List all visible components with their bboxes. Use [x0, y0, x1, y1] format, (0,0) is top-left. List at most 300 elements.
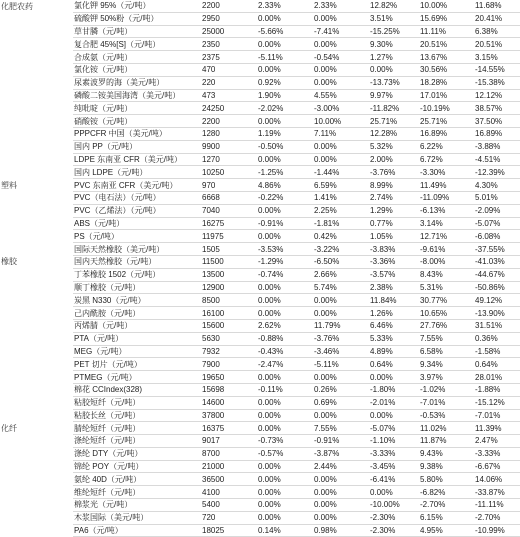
price-cell: 14600: [201, 396, 257, 409]
change-cell: -3.46%: [313, 345, 369, 358]
change-cell: 17.01%: [419, 89, 474, 102]
change-cell: -0.91%: [313, 435, 369, 448]
change-cell: 0.00%: [313, 511, 369, 524]
change-cell: -0.43%: [257, 345, 313, 358]
change-cell: 1.27%: [369, 51, 419, 64]
change-cell: 13.67%: [419, 51, 474, 64]
category-cell: [0, 76, 73, 89]
change-cell: -2.30%: [369, 524, 419, 537]
change-cell: -1.02%: [419, 383, 474, 396]
table-row: [0, 307, 520, 320]
table-row: [0, 422, 520, 435]
change-cell: 4.55%: [313, 89, 369, 102]
product-name: PS（元/吨）: [73, 230, 201, 243]
change-cell: 0.00%: [257, 281, 313, 294]
table-row: [0, 217, 520, 230]
category-cell: [0, 383, 73, 396]
change-cell: 0.00%: [257, 460, 313, 473]
change-cell: -2.02%: [257, 102, 313, 115]
change-cell: 0.36%: [474, 332, 520, 345]
price-cell: 19650: [201, 371, 257, 384]
change-cell: 2.47%: [474, 435, 520, 448]
change-cell: -0.91%: [257, 217, 313, 230]
price-cell: 12900: [201, 281, 257, 294]
change-cell: 0.26%: [313, 383, 369, 396]
change-cell: -2.70%: [474, 511, 520, 524]
change-cell: 2.38%: [369, 281, 419, 294]
product-name: 尿素波罗的海（美元/吨）: [73, 76, 201, 89]
change-cell: -44.67%: [474, 268, 520, 281]
change-cell: 0.00%: [313, 153, 369, 166]
change-cell: 3.15%: [474, 51, 520, 64]
change-cell: 0.00%: [369, 409, 419, 422]
category-cell: [0, 127, 73, 140]
product-name: 合成氨（元/吨）: [73, 51, 201, 64]
change-cell: -1.29%: [257, 255, 313, 268]
change-cell: -0.50%: [257, 140, 313, 153]
product-name: 氯化铵（元/吨）: [73, 63, 201, 76]
price-cell: 10250: [201, 166, 257, 179]
product-name: PA6（元/吨）: [73, 524, 201, 537]
change-cell: -13.73%: [369, 76, 419, 89]
change-cell: 0.00%: [257, 204, 313, 217]
product-name: 丁苯橡胶 1502（元/吨）: [73, 268, 201, 281]
change-cell: 4.95%: [419, 524, 474, 537]
price-cell: 720: [201, 511, 257, 524]
change-cell: 4.89%: [369, 345, 419, 358]
change-cell: 18.28%: [419, 76, 474, 89]
category-cell: [0, 255, 73, 268]
change-cell: 0.00%: [257, 396, 313, 409]
change-cell: -6.82%: [419, 486, 474, 499]
category-cell: [0, 358, 73, 371]
change-cell: -15.25%: [369, 25, 419, 38]
table-row: [0, 294, 520, 307]
table-row: [0, 319, 520, 332]
product-name: 腈纶短纤（元/吨）: [73, 422, 201, 435]
change-cell: -7.41%: [313, 25, 369, 38]
price-cell: 16100: [201, 307, 257, 320]
change-cell: -13.90%: [474, 307, 520, 320]
change-cell: 0.00%: [257, 12, 313, 25]
change-cell: 0.00%: [257, 409, 313, 422]
change-cell: 12.12%: [474, 89, 520, 102]
change-cell: -3.57%: [369, 268, 419, 281]
category-cell: [0, 371, 73, 384]
change-cell: -3.83%: [369, 243, 419, 256]
change-cell: -7.01%: [474, 409, 520, 422]
change-cell: 6.38%: [474, 25, 520, 38]
change-cell: 16.89%: [419, 127, 474, 140]
change-cell: 0.00%: [257, 115, 313, 128]
change-cell: 0.92%: [257, 76, 313, 89]
change-cell: 1.26%: [369, 307, 419, 320]
change-cell: -6.13%: [419, 204, 474, 217]
change-cell: 10.65%: [419, 307, 474, 320]
change-cell: -0.73%: [257, 435, 313, 448]
product-name: PVC 东南亚 CFR（美元/吨）: [73, 179, 201, 192]
category-cell: [0, 396, 73, 409]
product-name: LDPE 东南亚 CFR（美元/吨）: [73, 153, 201, 166]
change-cell: 3.97%: [419, 371, 474, 384]
change-cell: -5.07%: [474, 217, 520, 230]
change-cell: 28.01%: [474, 371, 520, 384]
table-row: [0, 191, 520, 204]
change-cell: 10.00%: [313, 115, 369, 128]
table-row: [0, 396, 520, 409]
price-cell: 2375: [201, 51, 257, 64]
change-cell: -3.45%: [369, 460, 419, 473]
price-cell: 2350: [201, 38, 257, 51]
category-cell: [0, 307, 73, 320]
table-row: [0, 12, 520, 25]
change-cell: -1.10%: [369, 435, 419, 448]
change-cell: 0.00%: [313, 473, 369, 486]
price-cell: 473: [201, 89, 257, 102]
product-name: 棉浆光（元/吨）: [73, 499, 201, 512]
product-name: 氯化钾 95%（元/吨）: [73, 0, 201, 12]
table-row: [0, 473, 520, 486]
price-cell: 11500: [201, 255, 257, 268]
price-cell: 24250: [201, 102, 257, 115]
price-cell: 220: [201, 76, 257, 89]
change-cell: 0.98%: [313, 524, 369, 537]
change-cell: 0.00%: [257, 230, 313, 243]
change-cell: -4.51%: [474, 153, 520, 166]
change-cell: 0.69%: [313, 396, 369, 409]
change-cell: 6.58%: [419, 345, 474, 358]
change-cell: 16.89%: [474, 127, 520, 140]
change-cell: 5.31%: [419, 281, 474, 294]
change-cell: 9.34%: [419, 358, 474, 371]
category-cell: [0, 243, 73, 256]
change-cell: 1.90%: [257, 89, 313, 102]
category-cell: [0, 89, 73, 102]
change-cell: 6.46%: [369, 319, 419, 332]
change-cell: 4.86%: [257, 179, 313, 192]
change-cell: 0.00%: [257, 371, 313, 384]
product-name: 硝酸铵（元/吨）: [73, 115, 201, 128]
change-cell: -1.80%: [369, 383, 419, 396]
price-cell: 970: [201, 179, 257, 192]
change-cell: -3.33%: [474, 447, 520, 460]
table-row: [0, 486, 520, 499]
table-row: [0, 281, 520, 294]
change-cell: -10.00%: [369, 499, 419, 512]
change-cell: 5.80%: [419, 473, 474, 486]
table-row: [0, 63, 520, 76]
category-cell: [0, 217, 73, 230]
change-cell: -3.87%: [313, 447, 369, 460]
table-row: [0, 179, 520, 192]
change-cell: 14.06%: [474, 473, 520, 486]
category-cell: [0, 473, 73, 486]
change-cell: 2.66%: [313, 268, 369, 281]
change-cell: 20.51%: [474, 38, 520, 51]
change-cell: -1.88%: [474, 383, 520, 396]
price-cell: 7932: [201, 345, 257, 358]
change-cell: 0.42%: [313, 230, 369, 243]
change-cell: 0.14%: [257, 524, 313, 537]
change-cell: 0.00%: [257, 63, 313, 76]
change-cell: -5.11%: [257, 51, 313, 64]
price-cell: 1505: [201, 243, 257, 256]
table-row: [0, 460, 520, 473]
price-cell: 36500: [201, 473, 257, 486]
price-cell: 15600: [201, 319, 257, 332]
change-cell: 0.00%: [257, 294, 313, 307]
change-cell: -3.22%: [313, 243, 369, 256]
change-cell: -37.55%: [474, 243, 520, 256]
change-cell: -6.67%: [474, 460, 520, 473]
table-row: [0, 166, 520, 179]
change-cell: 0.00%: [257, 499, 313, 512]
change-cell: 2.25%: [313, 204, 369, 217]
change-cell: -5.07%: [369, 422, 419, 435]
category-cell: [0, 460, 73, 473]
change-cell: 0.00%: [369, 371, 419, 384]
change-cell: 2.44%: [313, 460, 369, 473]
change-cell: -14.55%: [474, 63, 520, 76]
change-cell: 15.69%: [419, 12, 474, 25]
change-cell: 11.11%: [419, 25, 474, 38]
product-name: 粘胶短纤（元/吨）: [73, 396, 201, 409]
category-label: 化肥农药: [1, 1, 33, 11]
product-name: 炭黑 N330（元/吨）: [73, 294, 201, 307]
change-cell: -6.08%: [474, 230, 520, 243]
change-cell: 2.33%: [313, 0, 369, 12]
change-cell: 1.19%: [257, 127, 313, 140]
table-row: [0, 76, 520, 89]
change-cell: 7.55%: [419, 332, 474, 345]
change-cell: 0.00%: [313, 307, 369, 320]
category-label: 塑料: [1, 180, 17, 190]
table-row: [0, 268, 520, 281]
category-cell: [0, 102, 73, 115]
change-cell: -1.25%: [257, 166, 313, 179]
change-cell: -50.86%: [474, 281, 520, 294]
change-cell: -0.53%: [419, 409, 474, 422]
change-cell: 2.33%: [257, 0, 313, 12]
product-name: 磷酸二铵美国海湾（美元/吨）: [73, 89, 201, 102]
product-name: 国内 LDPE（元/吨）: [73, 166, 201, 179]
change-cell: -11.09%: [419, 191, 474, 204]
table-row: [0, 0, 520, 12]
price-cell: 7040: [201, 204, 257, 217]
change-cell: -3.36%: [369, 255, 419, 268]
change-cell: 1.29%: [369, 204, 419, 217]
change-cell: 11.87%: [419, 435, 474, 448]
change-cell: 11.02%: [419, 422, 474, 435]
change-cell: -15.38%: [474, 76, 520, 89]
price-cell: 8500: [201, 294, 257, 307]
price-cell: 4100: [201, 486, 257, 499]
change-cell: -7.01%: [419, 396, 474, 409]
change-cell: -5.66%: [257, 25, 313, 38]
product-name: 国内天然橡胶（元/吨）: [73, 255, 201, 268]
product-name: 草甘膦（元/吨）: [73, 25, 201, 38]
category-cell: [0, 140, 73, 153]
price-cell: 37800: [201, 409, 257, 422]
change-cell: 0.00%: [257, 153, 313, 166]
price-cell: 11975: [201, 230, 257, 243]
table-row: [0, 230, 520, 243]
category-cell: [0, 230, 73, 243]
table-row: [0, 153, 520, 166]
change-cell: 0.00%: [313, 409, 369, 422]
change-cell: 38.57%: [474, 102, 520, 115]
category-cell: [0, 115, 73, 128]
change-cell: 0.00%: [257, 473, 313, 486]
change-cell: 8.99%: [369, 179, 419, 192]
table-row: [0, 204, 520, 217]
change-cell: 2.74%: [369, 191, 419, 204]
change-cell: 31.51%: [474, 319, 520, 332]
change-cell: 0.64%: [474, 358, 520, 371]
change-cell: -3.53%: [257, 243, 313, 256]
price-cell: 2950: [201, 12, 257, 25]
price-cell: 2200: [201, 115, 257, 128]
change-cell: 0.00%: [313, 38, 369, 51]
change-cell: -6.50%: [313, 255, 369, 268]
change-cell: 9.38%: [419, 460, 474, 473]
price-cell: 470: [201, 63, 257, 76]
change-cell: 0.00%: [313, 294, 369, 307]
price-cell: 7900: [201, 358, 257, 371]
change-cell: 1.05%: [369, 230, 419, 243]
change-cell: 0.00%: [313, 499, 369, 512]
change-cell: -2.01%: [369, 396, 419, 409]
category-cell: [0, 422, 73, 435]
change-cell: 30.56%: [419, 63, 474, 76]
change-cell: -3.88%: [474, 140, 520, 153]
product-name: 丙烯腈（元/吨）: [73, 319, 201, 332]
category-cell: [0, 191, 73, 204]
change-cell: 2.00%: [369, 153, 419, 166]
category-cell: [0, 63, 73, 76]
product-name: 木浆国际（美元/吨）: [73, 511, 201, 524]
change-cell: 6.15%: [419, 511, 474, 524]
change-cell: -0.54%: [313, 51, 369, 64]
product-name: 涤纶 DTY（元/吨）: [73, 447, 201, 460]
change-cell: 0.00%: [313, 63, 369, 76]
table-row: [0, 255, 520, 268]
product-name: 国内 PP（元/吨）: [73, 140, 201, 153]
product-name: PTMEG（元/吨）: [73, 371, 201, 384]
change-cell: 0.00%: [369, 63, 419, 76]
product-name: PVC（电石法）（元/吨）: [73, 191, 201, 204]
change-cell: -0.11%: [257, 383, 313, 396]
change-cell: 8.43%: [419, 268, 474, 281]
change-cell: 0.00%: [313, 140, 369, 153]
category-cell: [0, 281, 73, 294]
table-row: [0, 371, 520, 384]
category-label: 化纤: [1, 423, 17, 433]
change-cell: 4.30%: [474, 179, 520, 192]
product-name: MEG（元/吨）: [73, 345, 201, 358]
change-cell: -5.11%: [313, 358, 369, 371]
change-cell: 5.32%: [369, 140, 419, 153]
table-row: [0, 435, 520, 448]
change-cell: 5.33%: [369, 332, 419, 345]
change-cell: 11.68%: [474, 0, 520, 12]
table-row: [0, 140, 520, 153]
change-cell: 20.41%: [474, 12, 520, 25]
change-cell: -2.30%: [369, 511, 419, 524]
change-cell: -1.58%: [474, 345, 520, 358]
category-cell: [0, 294, 73, 307]
change-cell: 9.97%: [369, 89, 419, 102]
price-cell: 2200: [201, 0, 257, 12]
change-cell: 5.74%: [313, 281, 369, 294]
change-cell: -6.41%: [369, 473, 419, 486]
product-name: 氨纶 40D（元/吨）: [73, 473, 201, 486]
table-row: [0, 89, 520, 102]
table-row: [0, 38, 520, 51]
price-cell: 15698: [201, 383, 257, 396]
price-cell: 5630: [201, 332, 257, 345]
change-cell: -0.22%: [257, 191, 313, 204]
change-cell: -0.88%: [257, 332, 313, 345]
change-cell: 27.76%: [419, 319, 474, 332]
price-cell: 13500: [201, 268, 257, 281]
table-row: [0, 524, 520, 537]
change-cell: 7.11%: [313, 127, 369, 140]
price-cell: 16275: [201, 217, 257, 230]
category-cell: [0, 499, 73, 512]
change-cell: 0.00%: [257, 511, 313, 524]
change-cell: 10.00%: [419, 0, 474, 12]
product-name: 涤纶短纤（元/吨）: [73, 435, 201, 448]
table-row: [0, 127, 520, 140]
change-cell: -3.00%: [313, 102, 369, 115]
table-row: [0, 447, 520, 460]
category-cell: [0, 435, 73, 448]
category-cell: [0, 319, 73, 332]
change-cell: 0.00%: [313, 76, 369, 89]
table-row: [0, 332, 520, 345]
price-cell: 9900: [201, 140, 257, 153]
product-name: 顺丁橡胶（元/吨）: [73, 281, 201, 294]
change-cell: 1.41%: [313, 191, 369, 204]
change-cell: 3.14%: [419, 217, 474, 230]
change-cell: 3.51%: [369, 12, 419, 25]
change-cell: -11.82%: [369, 102, 419, 115]
category-cell: [0, 12, 73, 25]
table-row: [0, 383, 520, 396]
change-cell: 25.71%: [369, 115, 419, 128]
change-cell: -15.12%: [474, 396, 520, 409]
category-cell: [0, 345, 73, 358]
change-cell: 0.00%: [257, 486, 313, 499]
product-name: 国际天然橡胶（美元/吨）: [73, 243, 201, 256]
category-cell: [0, 524, 73, 537]
category-cell: [0, 486, 73, 499]
category-cell: [0, 153, 73, 166]
change-cell: 11.49%: [419, 179, 474, 192]
price-cell: 1280: [201, 127, 257, 140]
price-cell: 18025: [201, 524, 257, 537]
change-cell: -2.70%: [419, 499, 474, 512]
change-cell: 0.00%: [369, 486, 419, 499]
change-cell: 20.51%: [419, 38, 474, 51]
change-cell: 0.77%: [369, 217, 419, 230]
change-cell: 5.01%: [474, 191, 520, 204]
change-cell: 12.71%: [419, 230, 474, 243]
table-row: [0, 102, 520, 115]
change-cell: 12.82%: [369, 0, 419, 12]
category-cell: [0, 204, 73, 217]
